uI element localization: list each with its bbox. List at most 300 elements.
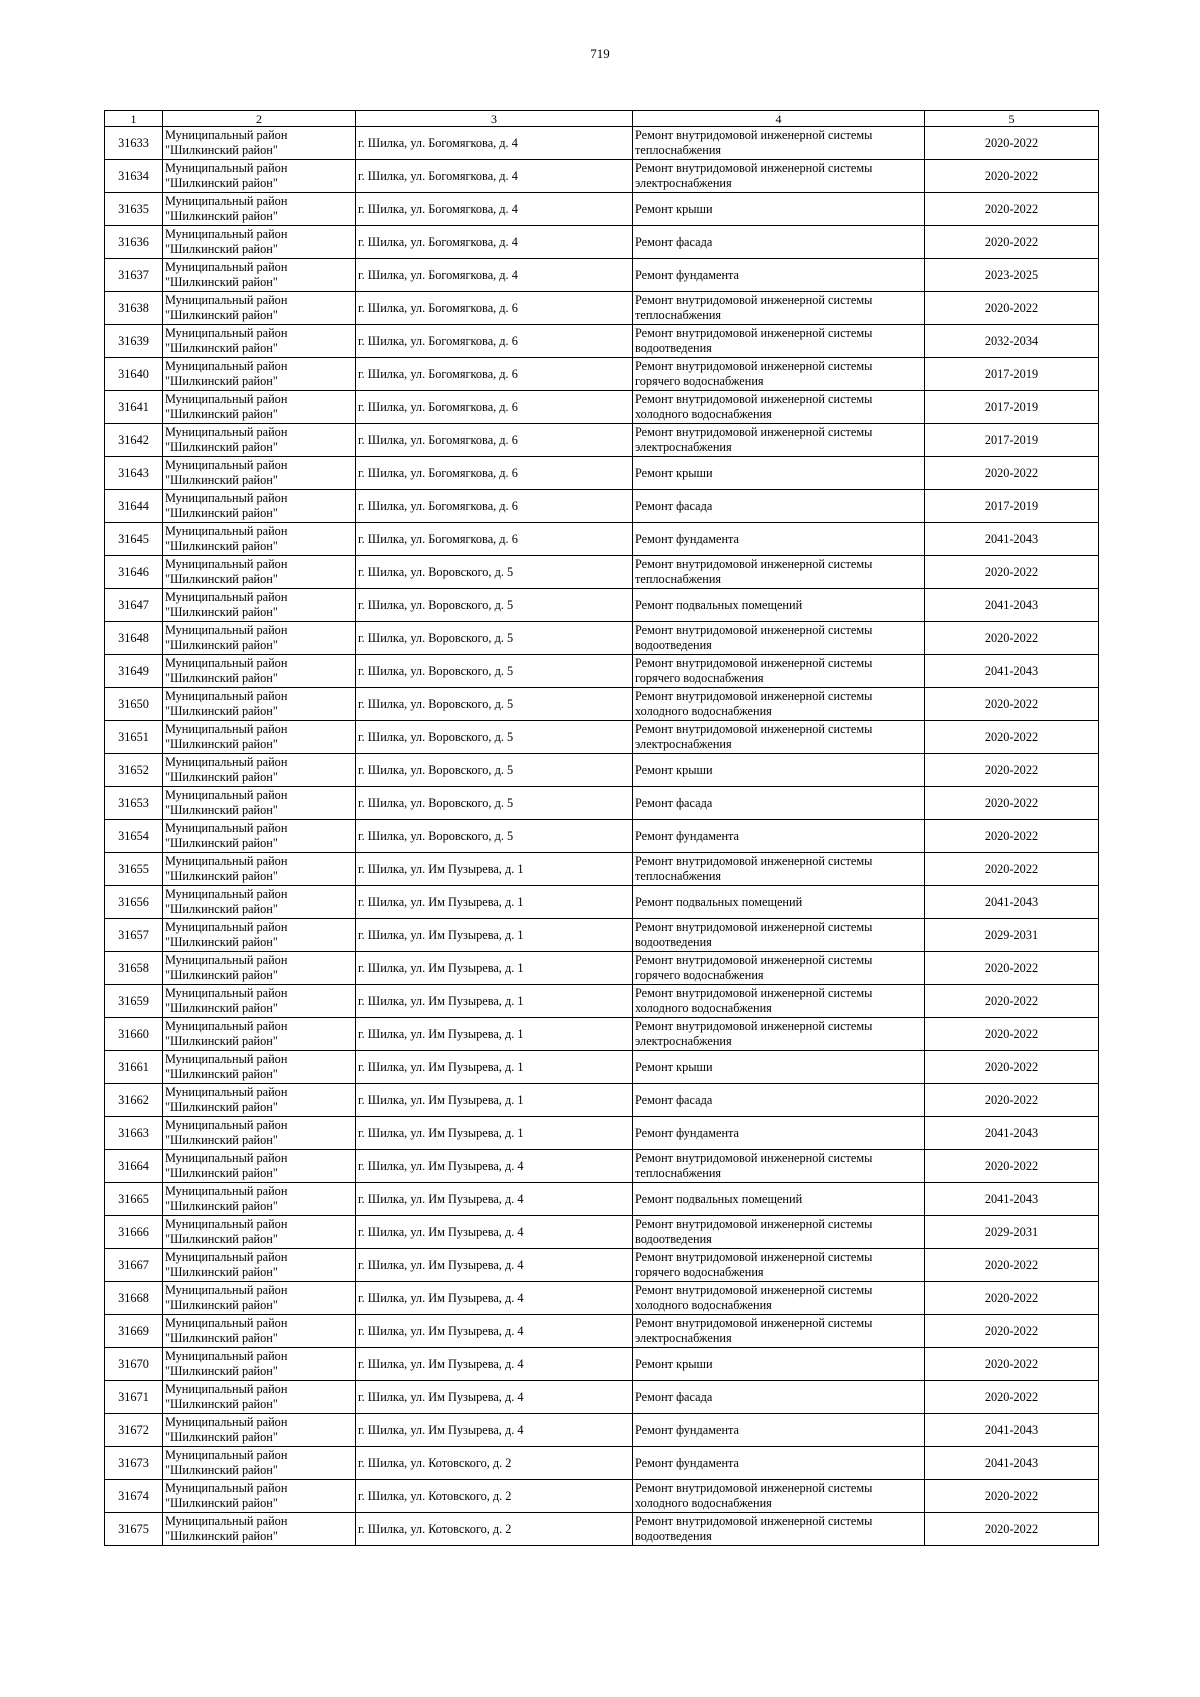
cell-address: г. Шилка, ул. Богомягкова, д. 4 [356,160,633,193]
cell-address: г. Шилка, ул. Воровского, д. 5 [356,556,633,589]
cell-number: 31636 [105,226,163,259]
table-row [105,985,1099,1018]
municipality-line-2: "Шилкинский район" [165,1034,278,1048]
cell-municipality [163,1051,356,1084]
municipality-line-1: Муниципальный район [165,458,288,472]
municipality-line-2: "Шилкинский район" [165,1364,278,1378]
municipality-line-2: "Шилкинский район" [165,473,278,487]
work-type-line-2: электроснабжения [635,176,732,190]
municipality-line-2: "Шилкинский район" [165,407,278,421]
work-type-line-1: Ремонт фасада [635,795,713,810]
cell-period: 2041-2043 [925,1447,1099,1480]
cell-number: 31638 [105,292,163,325]
cell-municipality [163,1348,356,1381]
cell-address: г. Шилка, ул. Котовского, д. 2 [356,1480,633,1513]
work-type-line-1: Ремонт внутридомовой инженерной системы [635,1151,873,1165]
cell-address: г. Шилка, ул. Воровского, д. 5 [356,721,633,754]
cell-work-type [633,1249,925,1282]
cell-work-type [633,754,925,787]
cell-number: 31656 [105,886,163,919]
municipality-line-2: "Шилкинский район" [165,539,278,553]
cell-period: 2029-2031 [925,1216,1099,1249]
cell-work-type [633,1480,925,1513]
table-row [105,226,1099,259]
cell-municipality [163,1414,356,1447]
table-row [105,259,1099,292]
municipality-line-2: "Шилкинский район" [165,1265,278,1279]
cell-period: 2020-2022 [925,226,1099,259]
cell-address: г. Шилка, ул. Богомягкова, д. 6 [356,490,633,523]
cell-municipality [163,1381,356,1414]
municipality-line-1: Муниципальный район [165,293,288,307]
work-type-line-1: Ремонт крыши [635,1356,713,1371]
cell-period: 2020-2022 [925,1282,1099,1315]
table-row [105,754,1099,787]
cell-period: 2032-2034 [925,325,1099,358]
work-type-line-1: Ремонт крыши [635,201,713,216]
work-type-line-1: Ремонт фундамента [635,531,740,546]
work-type-line-2: водоотведения [635,341,712,355]
cell-municipality [163,226,356,259]
cell-period: 2020-2022 [925,127,1099,160]
cell-number: 31660 [105,1018,163,1051]
cell-municipality [163,490,356,523]
cell-period: 2020-2022 [925,721,1099,754]
municipality-line-2: "Шилкинский район" [165,176,278,190]
cell-period: 2017-2019 [925,358,1099,391]
cell-work-type [633,226,925,259]
table-row [105,292,1099,325]
cell-period: 2020-2022 [925,556,1099,589]
municipality-line-1: Муниципальный район [165,128,288,142]
cell-period: 2020-2022 [925,1051,1099,1084]
cell-period: 2020-2022 [925,853,1099,886]
cell-number: 31635 [105,193,163,226]
cell-address: г. Шилка, ул. Им Пузырева, д. 1 [356,853,633,886]
cell-work-type [633,1216,925,1249]
table-row [105,193,1099,226]
cell-period: 2020-2022 [925,952,1099,985]
cell-municipality [163,688,356,721]
work-type-line-1: Ремонт внутридомовой инженерной системы [635,1316,873,1330]
municipality-line-1: Муниципальный район [165,491,288,505]
municipality-line-1: Муниципальный район [165,227,288,241]
table-row [105,1480,1099,1513]
municipality-line-2: "Шилкинский район" [165,275,278,289]
cell-number: 31649 [105,655,163,688]
cell-period: 2020-2022 [925,1084,1099,1117]
cell-municipality [163,1018,356,1051]
work-type-line-1: Ремонт крыши [635,1059,713,1074]
work-type-line-2: теплоснабжения [635,143,722,157]
cell-number: 31641 [105,391,163,424]
cell-municipality [163,952,356,985]
table-row [105,1447,1099,1480]
cell-number: 31650 [105,688,163,721]
table-row [105,886,1099,919]
cell-work-type [633,1150,925,1183]
work-type-line-1: Ремонт подвальных помещений [635,597,803,612]
cell-work-type [633,556,925,589]
cell-work-type [633,1117,925,1150]
cell-municipality [163,1480,356,1513]
work-type-line-2: холодного водоснабжения [635,1496,772,1510]
cell-address: г. Шилка, ул. Богомягкова, д. 4 [356,127,633,160]
work-type-line-2: электроснабжения [635,1331,732,1345]
work-type-line-2: электроснабжения [635,440,732,454]
municipality-line-2: "Шилкинский район" [165,242,278,256]
cell-period: 2020-2022 [925,1513,1099,1546]
cell-municipality [163,919,356,952]
work-type-line-1: Ремонт внутридомовой инженерной системы [635,425,873,439]
table-header [105,111,1099,127]
table-body [105,127,1099,1546]
cell-number: 31645 [105,523,163,556]
work-type-line-1: Ремонт внутридомовой инженерной системы [635,293,873,307]
work-type-line-1: Ремонт внутридомовой инженерной системы [635,920,873,934]
cell-work-type [633,1414,925,1447]
municipality-line-2: "Шилкинский район" [165,374,278,388]
table-row [105,787,1099,820]
cell-address: г. Шилка, ул. Воровского, д. 5 [356,787,633,820]
municipality-line-2: "Шилкинский район" [165,638,278,652]
work-type-line-1: Ремонт внутридомовой инженерной системы [635,557,873,571]
table-row [105,556,1099,589]
work-type-line-1: Ремонт подвальных помещений [635,894,803,909]
column-header-4: 4 [633,111,925,127]
municipality-line-2: "Шилкинский район" [165,671,278,685]
cell-municipality [163,589,356,622]
work-type-line-2: водоотведения [635,1529,712,1543]
cell-address: г. Шилка, ул. Воровского, д. 5 [356,622,633,655]
cell-period: 2020-2022 [925,1480,1099,1513]
table-row [105,1348,1099,1381]
table-row [105,391,1099,424]
municipality-line-1: Муниципальный район [165,260,288,274]
cell-number: 31639 [105,325,163,358]
table-row [105,721,1099,754]
municipality-line-1: Муниципальный район [165,1019,288,1033]
cell-municipality [163,1447,356,1480]
municipality-line-1: Муниципальный район [165,1382,288,1396]
municipality-line-2: "Шилкинский район" [165,605,278,619]
column-header-2: 2 [163,111,356,127]
municipality-line-2: "Шилкинский район" [165,572,278,586]
cell-address: г. Шилка, ул. Им Пузырева, д. 4 [356,1216,633,1249]
table-row [105,1117,1099,1150]
cell-period: 2023-2025 [925,259,1099,292]
work-type-line-2: горячего водоснабжения [635,671,764,685]
work-type-line-1: Ремонт внутридомовой инженерной системы [635,953,873,967]
cell-period: 2020-2022 [925,1315,1099,1348]
work-type-line-1: Ремонт фундамента [635,828,740,843]
cell-municipality [163,523,356,556]
cell-municipality [163,820,356,853]
cell-address: г. Шилка, ул. Богомягкова, д. 6 [356,391,633,424]
column-header-5: 5 [925,111,1099,127]
cell-period: 2017-2019 [925,490,1099,523]
cell-address: г. Шилка, ул. Им Пузырева, д. 1 [356,1117,633,1150]
cell-address: г. Шилка, ул. Им Пузырева, д. 4 [356,1315,633,1348]
cell-address: г. Шилка, ул. Им Пузырева, д. 1 [356,952,633,985]
cell-number: 31675 [105,1513,163,1546]
cell-work-type [633,457,925,490]
municipality-line-1: Муниципальный район [165,1349,288,1363]
cell-address: г. Шилка, ул. Котовского, д. 2 [356,1513,633,1546]
municipality-line-2: "Шилкинский район" [165,935,278,949]
municipality-line-1: Муниципальный район [165,623,288,637]
table-row [105,1414,1099,1447]
municipality-line-1: Муниципальный район [165,1085,288,1099]
municipality-line-1: Муниципальный район [165,1514,288,1528]
municipality-line-1: Муниципальный район [165,1415,288,1429]
cell-period: 2020-2022 [925,754,1099,787]
cell-address: г. Шилка, ул. Им Пузырева, д. 4 [356,1249,633,1282]
municipality-line-2: "Шилкинский район" [165,704,278,718]
cell-number: 31662 [105,1084,163,1117]
cell-period: 2020-2022 [925,622,1099,655]
work-type-line-2: горячего водоснабжения [635,1265,764,1279]
cell-number: 31642 [105,424,163,457]
work-type-line-2: водоотведения [635,638,712,652]
table-row [105,424,1099,457]
table-row [105,457,1099,490]
table-row [105,622,1099,655]
municipality-line-1: Муниципальный район [165,1283,288,1297]
work-type-line-1: Ремонт фасада [635,1389,713,1404]
cell-period: 2041-2043 [925,1117,1099,1150]
municipality-line-2: "Шилкинский район" [165,1496,278,1510]
municipality-line-1: Муниципальный район [165,1184,288,1198]
cell-municipality [163,985,356,1018]
cell-number: 31661 [105,1051,163,1084]
cell-number: 31652 [105,754,163,787]
work-type-line-2: холодного водоснабжения [635,407,772,421]
municipality-line-1: Муниципальный район [165,557,288,571]
municipality-line-2: "Шилкинский район" [165,1100,278,1114]
cell-municipality [163,1282,356,1315]
cell-number: 31655 [105,853,163,886]
work-type-line-2: электроснабжения [635,1034,732,1048]
municipality-line-1: Муниципальный район [165,1151,288,1165]
municipality-line-1: Муниципальный район [165,1448,288,1462]
table-row [105,1282,1099,1315]
cell-number: 31669 [105,1315,163,1348]
work-type-line-2: холодного водоснабжения [635,1001,772,1015]
municipality-line-2: "Шилкинский район" [165,1463,278,1477]
cell-work-type [633,490,925,523]
work-type-line-1: Ремонт внутридомовой инженерной системы [635,359,873,373]
cell-work-type [633,424,925,457]
registry-table [104,110,1099,1546]
cell-address: г. Шилка, ул. Им Пузырева, д. 1 [356,985,633,1018]
cell-address: г. Шилка, ул. Воровского, д. 5 [356,754,633,787]
cell-municipality [163,292,356,325]
cell-municipality [163,1513,356,1546]
cell-number: 31640 [105,358,163,391]
cell-number: 31673 [105,1447,163,1480]
cell-number: 31643 [105,457,163,490]
cell-period: 2020-2022 [925,688,1099,721]
cell-number: 31668 [105,1282,163,1315]
cell-municipality [163,1117,356,1150]
cell-municipality [163,358,356,391]
cell-work-type [633,193,925,226]
cell-address: г. Шилка, ул. Богомягкова, д. 6 [356,292,633,325]
municipality-line-1: Муниципальный район [165,821,288,835]
work-type-line-1: Ремонт внутридомовой инженерной системы [635,392,873,406]
cell-number: 31659 [105,985,163,1018]
cell-municipality [163,1216,356,1249]
cell-work-type [633,1315,925,1348]
cell-address: г. Шилка, ул. Им Пузырева, д. 1 [356,1018,633,1051]
municipality-line-1: Муниципальный район [165,524,288,538]
municipality-line-1: Муниципальный район [165,1217,288,1231]
cell-work-type [633,523,925,556]
municipality-line-2: "Шилкинский район" [165,1166,278,1180]
cell-work-type [633,1513,925,1546]
cell-municipality [163,754,356,787]
cell-work-type [633,919,925,952]
municipality-line-1: Муниципальный район [165,326,288,340]
cell-work-type [633,1381,925,1414]
table-row [105,688,1099,721]
cell-period: 2020-2022 [925,457,1099,490]
cell-address: г. Шилка, ул. Им Пузырева, д. 1 [356,1051,633,1084]
cell-number: 31671 [105,1381,163,1414]
work-type-line-2: холодного водоснабжения [635,704,772,718]
cell-period: 2020-2022 [925,1249,1099,1282]
municipality-line-2: "Шилкинский район" [165,869,278,883]
cell-number: 31633 [105,127,163,160]
cell-work-type [633,886,925,919]
municipality-line-2: "Шилкинский район" [165,1067,278,1081]
cell-address: г. Шилка, ул. Богомягкова, д. 6 [356,358,633,391]
cell-address: г. Шилка, ул. Богомягкова, д. 4 [356,226,633,259]
cell-number: 31654 [105,820,163,853]
work-type-line-2: водоотведения [635,1232,712,1246]
header-row [105,111,1099,127]
table-row [105,160,1099,193]
cell-municipality [163,721,356,754]
municipality-line-2: "Шилкинский район" [165,341,278,355]
cell-work-type [633,358,925,391]
work-type-line-1: Ремонт фундамента [635,1455,740,1470]
table-row [105,1249,1099,1282]
municipality-line-2: "Шилкинский район" [165,803,278,817]
municipality-line-2: "Шилкинский район" [165,1199,278,1213]
work-type-line-1: Ремонт внутридомовой инженерной системы [635,326,873,340]
work-type-line-1: Ремонт внутридомовой инженерной системы [635,722,873,736]
cell-address: г. Шилка, ул. Им Пузырева, д. 4 [356,1414,633,1447]
municipality-line-1: Муниципальный район [165,1481,288,1495]
cell-number: 31663 [105,1117,163,1150]
table-row [105,1216,1099,1249]
municipality-line-2: "Шилкинский район" [165,968,278,982]
cell-period: 2017-2019 [925,391,1099,424]
table-row [105,589,1099,622]
cell-number: 31634 [105,160,163,193]
municipality-line-2: "Шилкинский район" [165,1001,278,1015]
cell-address: г. Шилка, ул. Им Пузырева, д. 4 [356,1183,633,1216]
cell-period: 2020-2022 [925,1381,1099,1414]
cell-work-type [633,589,925,622]
cell-address: г. Шилка, ул. Воровского, д. 5 [356,688,633,721]
cell-work-type [633,721,925,754]
work-type-line-2: холодного водоснабжения [635,1298,772,1312]
cell-number: 31658 [105,952,163,985]
municipality-line-2: "Шилкинский район" [165,1529,278,1543]
cell-municipality [163,787,356,820]
cell-work-type [633,1447,925,1480]
municipality-line-2: "Шилкинский район" [165,440,278,454]
work-type-line-1: Ремонт внутридомовой инженерной системы [635,656,873,670]
cell-address: г. Шилка, ул. Им Пузырева, д. 1 [356,886,633,919]
page-number: 719 [590,46,610,61]
municipality-line-1: Муниципальный район [165,755,288,769]
cell-work-type [633,985,925,1018]
cell-number: 31666 [105,1216,163,1249]
municipality-line-1: Муниципальный район [165,887,288,901]
cell-municipality [163,1249,356,1282]
work-type-line-1: Ремонт фундамента [635,1422,740,1437]
cell-period: 2029-2031 [925,919,1099,952]
cell-period: 2041-2043 [925,655,1099,688]
cell-address: г. Шилка, ул. Им Пузырева, д. 1 [356,1084,633,1117]
cell-municipality [163,622,356,655]
municipality-line-1: Муниципальный район [165,1052,288,1066]
cell-municipality [163,1315,356,1348]
work-type-line-2: горячего водоснабжения [635,968,764,982]
cell-work-type [633,820,925,853]
municipality-line-1: Муниципальный район [165,1316,288,1330]
work-type-line-1: Ремонт крыши [635,762,713,777]
column-header-1: 1 [105,111,163,127]
cell-municipality [163,391,356,424]
work-type-line-1: Ремонт внутридомовой инженерной системы [635,623,873,637]
cell-work-type [633,655,925,688]
work-type-line-2: водоотведения [635,935,712,949]
cell-work-type [633,127,925,160]
municipality-line-1: Муниципальный район [165,920,288,934]
cell-work-type [633,952,925,985]
table-row [105,1183,1099,1216]
municipality-line-2: "Шилкинский район" [165,1397,278,1411]
cell-number: 31664 [105,1150,163,1183]
municipality-line-2: "Шилкинский район" [165,737,278,751]
cell-work-type [633,688,925,721]
municipality-line-1: Муниципальный район [165,689,288,703]
cell-municipality [163,193,356,226]
work-type-line-1: Ремонт фундамента [635,1125,740,1140]
municipality-line-2: "Шилкинский район" [165,308,278,322]
municipality-line-1: Муниципальный район [165,986,288,1000]
table-row [105,1381,1099,1414]
work-type-line-2: теплоснабжения [635,1166,722,1180]
municipality-line-1: Муниципальный район [165,392,288,406]
cell-work-type [633,787,925,820]
table-row [105,490,1099,523]
municipality-line-2: "Шилкинский район" [165,1430,278,1444]
cell-municipality [163,160,356,193]
cell-number: 31665 [105,1183,163,1216]
municipality-line-2: "Шилкинский район" [165,902,278,916]
work-type-line-1: Ремонт внутридомовой инженерной системы [635,1514,873,1528]
table-row [105,1513,1099,1546]
cell-municipality [163,853,356,886]
cell-number: 31670 [105,1348,163,1381]
cell-work-type [633,853,925,886]
